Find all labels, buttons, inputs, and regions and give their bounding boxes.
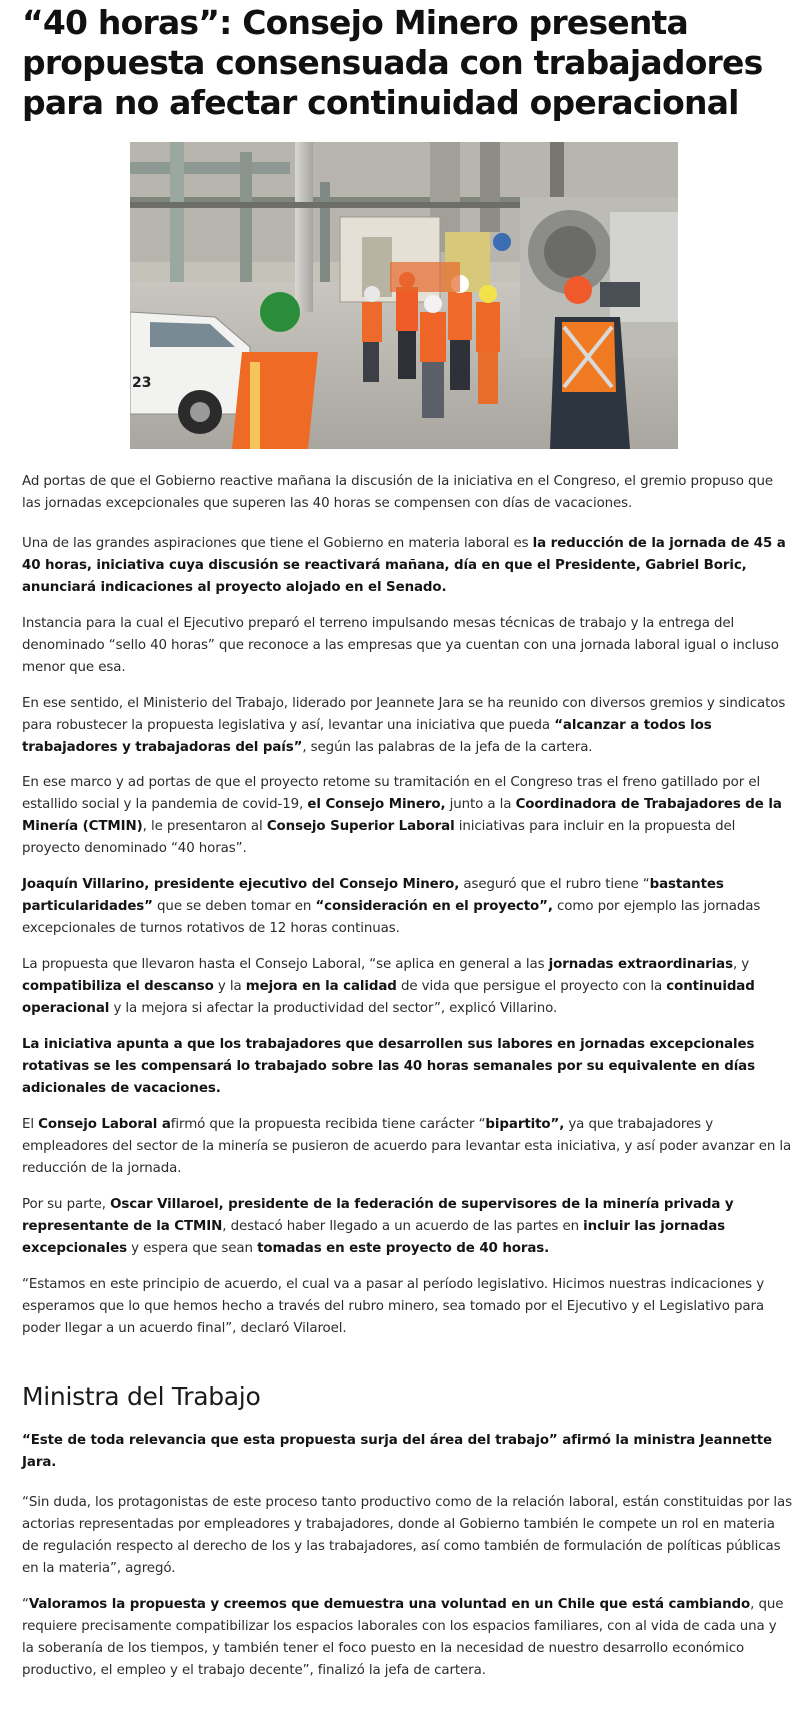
- paragraph-4: En ese marco y ad portas de que el proyecto retome su tramitación en el Congreso tras el freno gatillado por el estallido social y la pandemia de covid-19, el Consejo Minero, junto a la Coordinadora de Trabajadores de la Minería (CTMIN), le presentaron al Consejo Superior Laboral iniciativas para incluir en la propuesta del proyecto denominado “40 horas”.: [22, 775, 782, 856]
- article-lead: Ad portas de que el Gobierno reactive mañana la discusión de la iniciativa en el Congreso, el gremio propuso que las jornadas excepcionales que superen las 40 horas se compensen con días de vacaciones.: [22, 474, 773, 511]
- article-headline: “40 horas”: Consejo Minero presenta propuesta consensuada con trabajadores para no afectar continuidad operacional: [22, 3, 763, 122]
- paragraph-3: En ese sentido, el Ministerio del Trabajo, liderado por Jeannete Jara se ha reunido con diversos gremios y sindicatos para robustecer la propuesta legislativa y así, levantar una iniciativa que pueda “alcanzar a todos los trabajadores y trabajadoras del país”, según las palabras de la jefa de la cartera.: [22, 696, 786, 755]
- paragraph-1: Una de las grandes aspiraciones que tiene el Gobierno en materia laboral es la reducción de la jornada de 45 a 40 horas, iniciativa cuya discusión se reactivará mañana, día en que el Presidente, Gabriel Boric, anunciará indicaciones al proyecto alojado en el Senado.: [22, 536, 786, 595]
- paragraph-10: “Estamos en este principio de acuerdo, el cual va a pasar al período legislativo. Hicimos nuestras indicaciones y esperamos que lo que hemos hecho a través del rubro minero, sea tomado por el Ejecutivo y el Legislativo para poder llegar a un acuerdo final”, declaró Vilaroel.: [22, 1277, 765, 1336]
- paragraph-12: “Sin duda, los protagonistas de este proceso tanto productivo como de la relación laboral, están constituidas por las actorias representadas por empleadores y trabajadores, donde al Gobierno también le compete un rol en materia de regulación respecto al derecho de los y las trabajadores, así como también de formulación de políticas públicas en la materia”, agregó.: [22, 1495, 792, 1576]
- paragraph-13: “Valoramos la propuesta y creemos que demuestra una voluntad en un Chile que está cambiando, que requiere precisamente compatibilizar los espacios laborales con los espacios familiares, con al vida de cada una y la soberanía de los tiempos, y también tener el foco puesto en la necesidad de nuestro desarrollo económico productivo, el empleo y el trabajo decente”, finalizó la jefa de cartera.: [22, 1597, 784, 1678]
- truck-number: 23: [132, 375, 152, 391]
- hero-image: [130, 142, 678, 449]
- paragraph-5: Joaquín Villarino, presidente ejecutivo del Consejo Minero, aseguró que el rubro tiene “bastantes particularidades” que se deben tomar en “consideración en el proyecto”, como por ejemplo las jornadas excepcionales de turnos rotativos de 12 horas continuas.: [22, 877, 761, 936]
- paragraph-11: “Este de toda relevancia que esta propuesta surja del área del trabajo” afirmó la ministra Jeannette Jara.: [22, 1433, 773, 1470]
- paragraph-8: El Consejo Laboral afirmó que la propuesta recibida tiene carácter “bipartito”, ya que trabajadores y empleadores del sector de la minería se pusieron de acuerdo para levantar esta iniciativa, y así poder avanzar en la reducción de la jornada.: [22, 1117, 792, 1176]
- paragraph-2: Instancia para la cual el Ejecutivo preparó el terreno impulsando mesas técnicas de trabajo y la entrega del denominado “sello 40 horas” que reconoce a las empresas que ya cuentan con una jornada laboral igual o incluso menor que esa.: [22, 616, 779, 675]
- article: [0, 3, 800, 1682]
- paragraph-6: La propuesta que llevaron hasta el Consejo Laboral, “se aplica en general a las jornadas extraordinarias, y compatibiliza el descanso y la mejora en la calidad de vida que persigue el proyecto con la continuidad operacional y la mejora si afectar la productividad del sector”, explicó Villarino.: [22, 957, 755, 1016]
- paragraph-9: Por su parte, Oscar Villaroel, presidente de la federación de supervisores de la minería privada y representante de la CTMIN, destacó haber llegado a un acuerdo de las partes en incluir las jornadas excepcionales y espera que sean tomadas en este proyecto de 40 horas.: [22, 1197, 734, 1256]
- paragraph-7: La iniciativa apunta a que los trabajadores que desarrollen sus labores en jornadas excepcionales rotativas se les compensará lo trabajado sobre las 40 horas semanales por su equivalente en días adicionales de vacaciones.: [22, 1037, 755, 1096]
- article-body: [22, 471, 792, 1682]
- section-heading: Ministra del Trabajo: [22, 1382, 261, 1411]
